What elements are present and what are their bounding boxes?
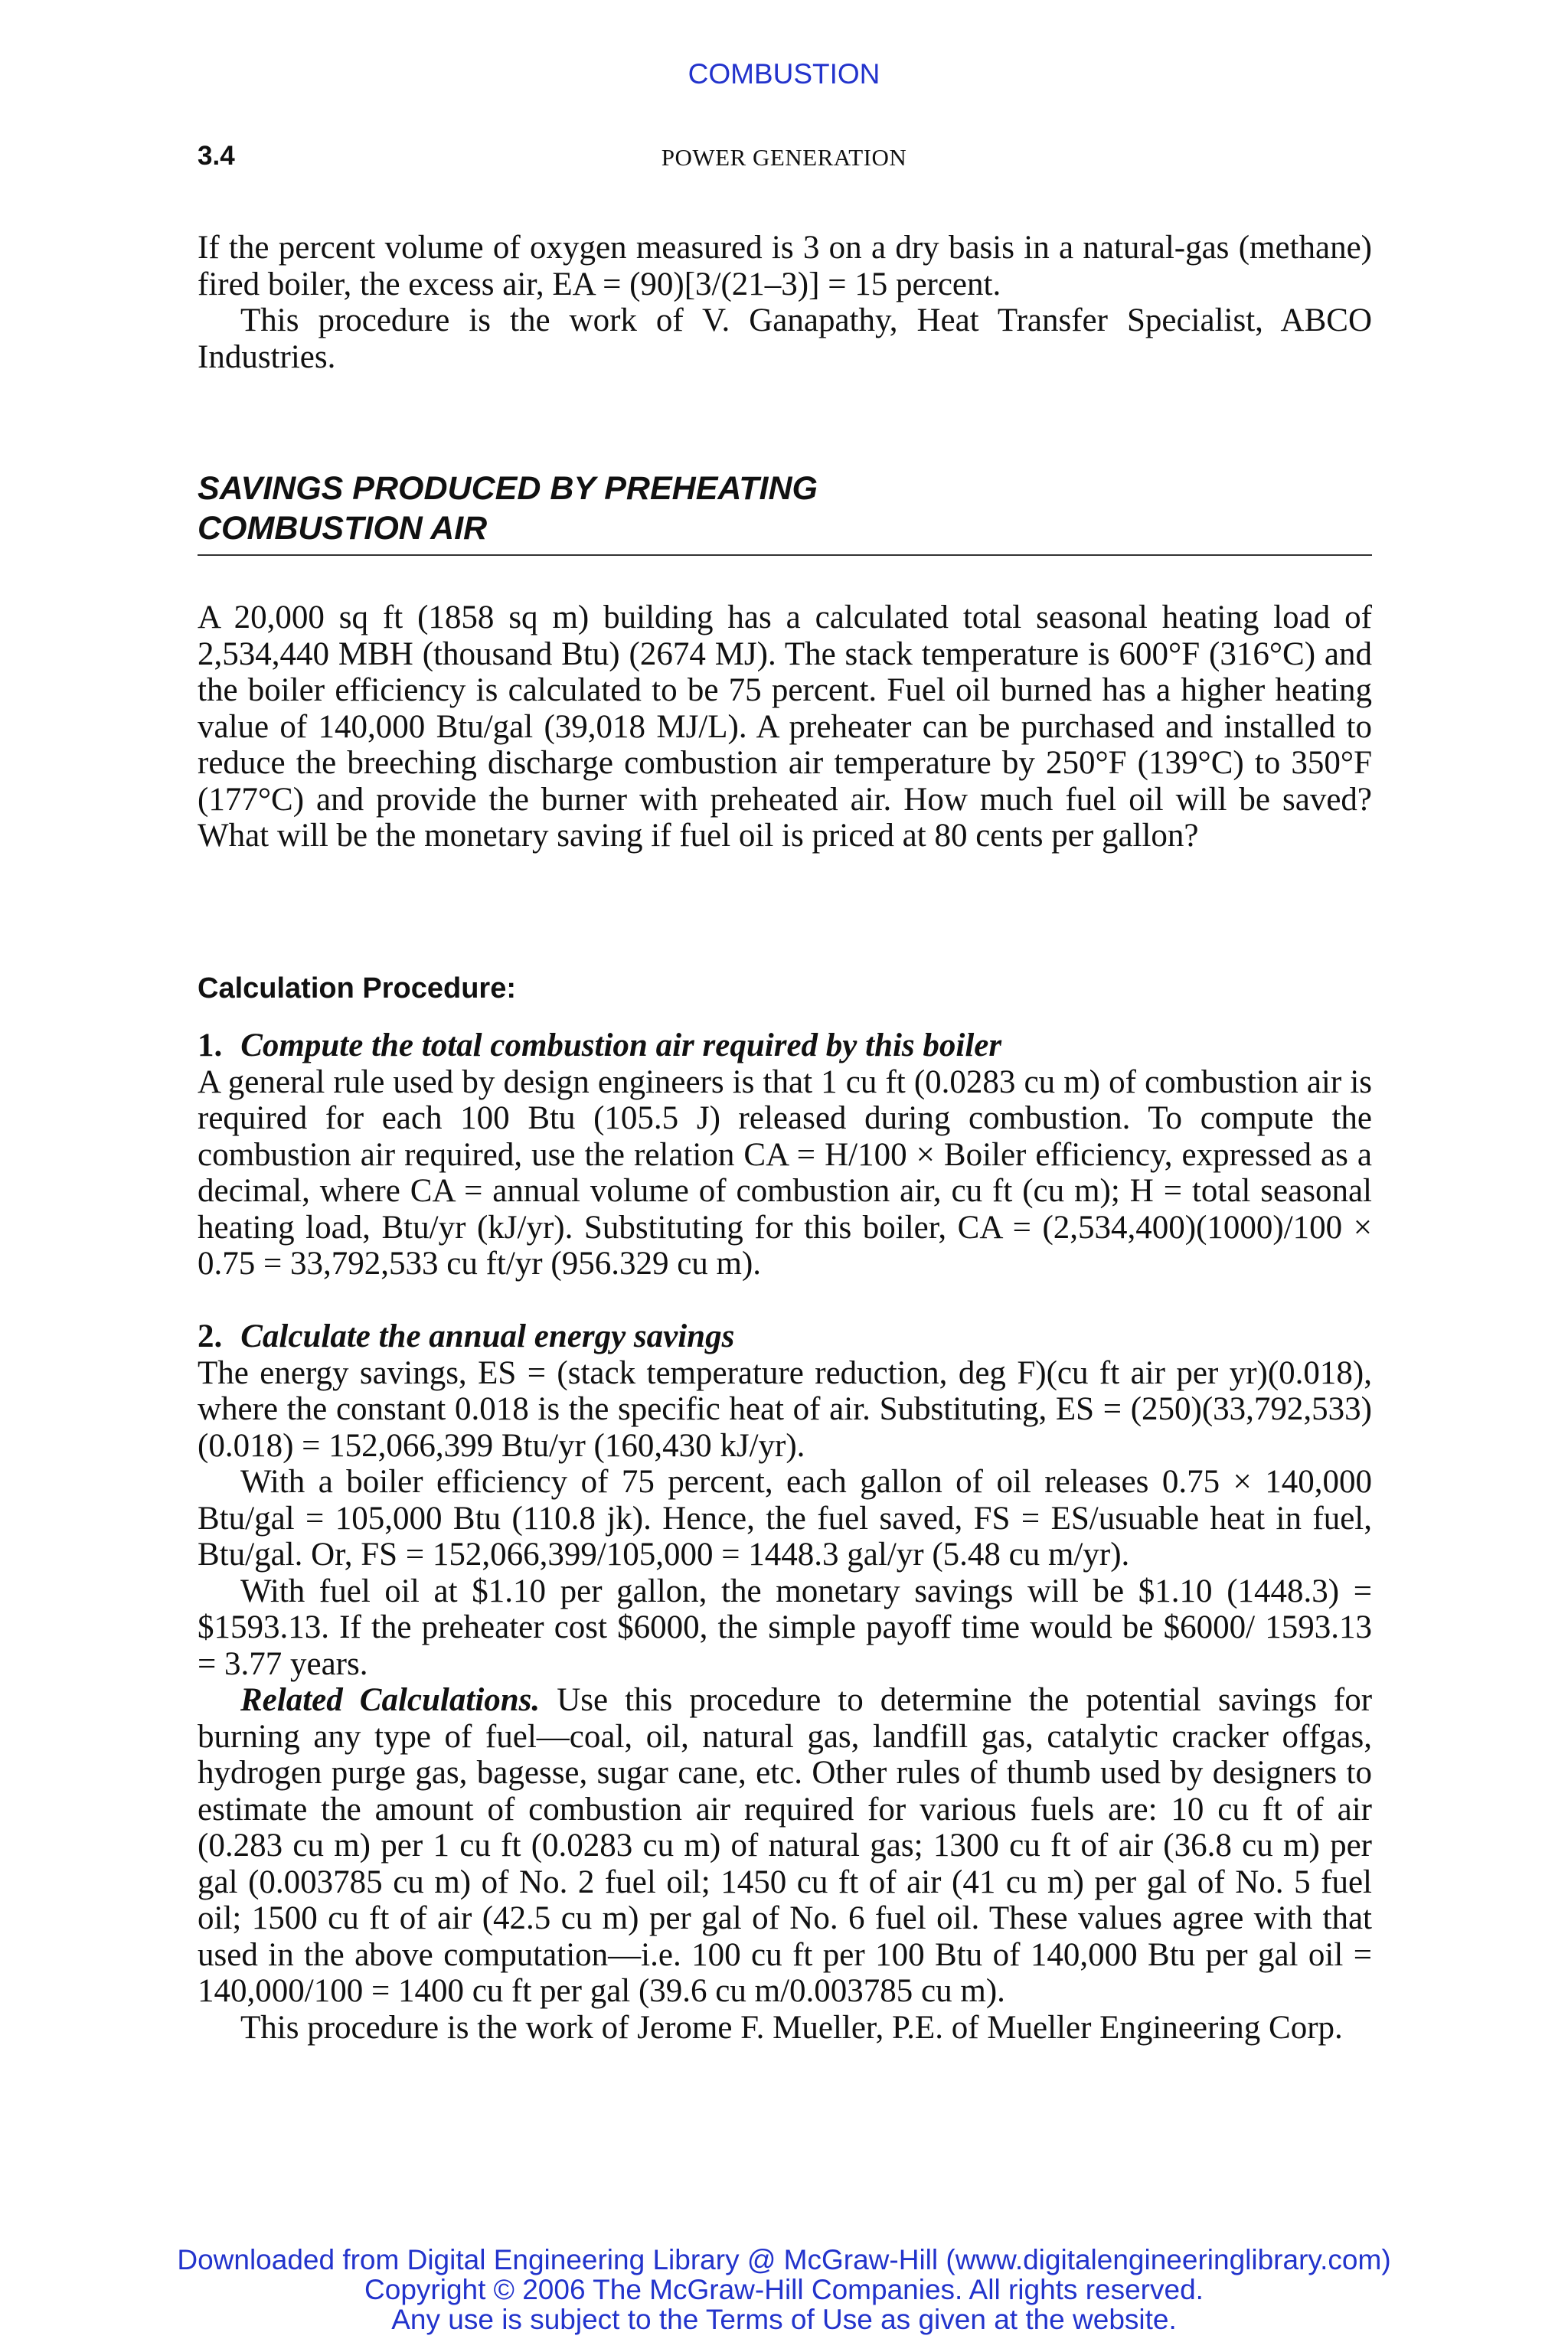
footer-download-link[interactable]: Downloaded from Digital Engineering Library @ McGraw-Hill (www.digitalengineeringlibrary.com) — [177, 2244, 1391, 2275]
calc-procedure-heading: Calculation Procedure: — [198, 972, 516, 1004]
step-2-title: Calculate the annual energy savings — [240, 1318, 735, 1354]
footer-terms-link[interactable]: Any use is subject to the Terms of Use as given at the website. — [391, 2304, 1177, 2335]
step-1-body: A general rule used by design engineers is that 1 cu ft (0.0283 cu m) of combustion air is required for each 100 Btu (105.5 J) released during combustion. To compute the combustion air required, use the relation CA = H/100 × Boiler efficiency, expressed as a decimal, where CA = annual volume of combustion air, cu ft (cu m); H = total seasonal heating load, Btu/yr (kJ/yr). Substituting for this boiler, CA = (2,534,400)(1000)/100 × 0.75 = 33,792,533 cu ft/yr (956.329 cu m). — [198, 1063, 1372, 1282]
footer — [0, 2245, 1568, 2334]
intro-credit: This procedure is the work of V. Ganapathy, Heat Transfer Specialist, ABCO Industries. — [198, 302, 1372, 375]
intro-paragraph: If the percent volume of oxygen measured is 3 on a dry basis in a natural-gas (methane) fired boiler, the excess air, EA = (90)[3/(21–3)] = 15 percent. — [198, 230, 1372, 302]
step-2-body: The energy savings, ES = (stack temperature reduction, deg F)(cu ft air per yr)(0.018), where the constant 0.018 is the specific heat of air. Substituting, ES = (250)(33,792,533)(0.018) = 152,066,399 Btu/yr (160,430 kJ/yr). — [198, 1354, 1372, 1464]
section-divider — [198, 554, 1372, 556]
section-title-line2: COMBUSTION AIR — [198, 510, 488, 547]
related-calculations-body: Use this procedure to determine the potential savings for burning any type of fuel—coal, oil, natural gas, landfill gas, catalytic cracker offgas, hydrogen purge gas, bagesse, sugar cane, etc. Other rules of thumb used by designers to estimate the amount of combustion air required for various fuels are: 10 cu ft of air (0.283 cu m) per 1 cu ft (0.0283 cu m) of natural gas; 1300 cu ft of air (36.8 cu m) per gal (0.003785 cu m) of No. 2 fuel oil; 1450 cu ft of air (41 cu m) per gal of No. 5 fuel oil; 1500 cu ft of air (42.5 cu m) per gal of No. 6 fuel oil. These values agree with that used in the above computation—i.e. 100 cu ft per 100 Btu of 140,000 Btu per gal oil = 140,000/100 = 1400 cu ft per gal (39.6 cu m/0.003785 cu m). — [198, 1682, 1373, 2009]
step-2-number: 2. — [198, 1318, 223, 1354]
problem-paragraph: A 20,000 sq ft (1858 sq m) building has a calculated total seasonal heating load of 2,534,440 MBH (thousand Btu) (2674 MJ). The stack temperature is 600°F (316°C) and the boiler efficiency is calculated to be 75 percent. Fuel oil burned has a higher heating value of 140,000 Btu/gal (39,018 MJ/L). A preheater can be purchased and installed to reduce the breeching discharge combustion air temperature by 250°F (139°C) to 350°F (177°C) and provide the burner with preheated air. How much fuel oil will be saved? What will be the monetary saving if fuel oil is priced at 80 cents per gallon? — [198, 599, 1372, 854]
section-title — [198, 469, 1372, 548]
step-1-heading — [198, 1027, 1372, 1064]
chapter-link[interactable]: COMBUSTION — [688, 58, 880, 90]
step-1-number: 1. — [198, 1027, 223, 1063]
related-calculations-label: Related Calculations. — [240, 1682, 541, 1718]
page-number: 3.4 — [198, 141, 235, 171]
footer-copyright: Copyright © 2006 The McGraw-Hill Companies. All rights reserved. — [364, 2274, 1204, 2305]
problem-statement — [198, 599, 1372, 854]
section-title-line1: SAVINGS PRODUCED BY PREHEATING — [198, 470, 818, 507]
step-1 — [198, 1027, 1372, 1282]
step-2-fuel-saved: With a boiler efficiency of 75 percent, each gallon of oil releases 0.75 × 140,000 Btu/gal = 105,000 Btu (110.8 jk). Hence, the fuel saved, FS = ES/usuable heat in fuel, Btu/gal. Or, FS = 152,066,399/105,000 = 1448.3 gal/yr (5.48 cu m/yr). — [198, 1464, 1372, 1573]
step-2-heading — [198, 1318, 1372, 1355]
step-2 — [198, 1318, 1372, 2046]
procedure-credit: This procedure is the work of Jerome F. Mueller, P.E. of Mueller Engineering Corp. — [240, 2009, 1343, 2046]
step-1-title: Compute the total combustion air required by this boiler — [240, 1027, 1002, 1063]
running-head: POWER GENERATION — [661, 144, 907, 171]
step-2-monetary-savings: With fuel oil at $1.10 per gallon, the monetary savings will be $1.10 (1448.3) = $1593.13. If the preheater cost $6000, the simple payoff time would be $6000/ 1593.13 = 3.77 years. — [198, 1573, 1372, 1682]
related-calculations — [198, 1682, 1372, 2010]
intro-block — [198, 230, 1372, 375]
